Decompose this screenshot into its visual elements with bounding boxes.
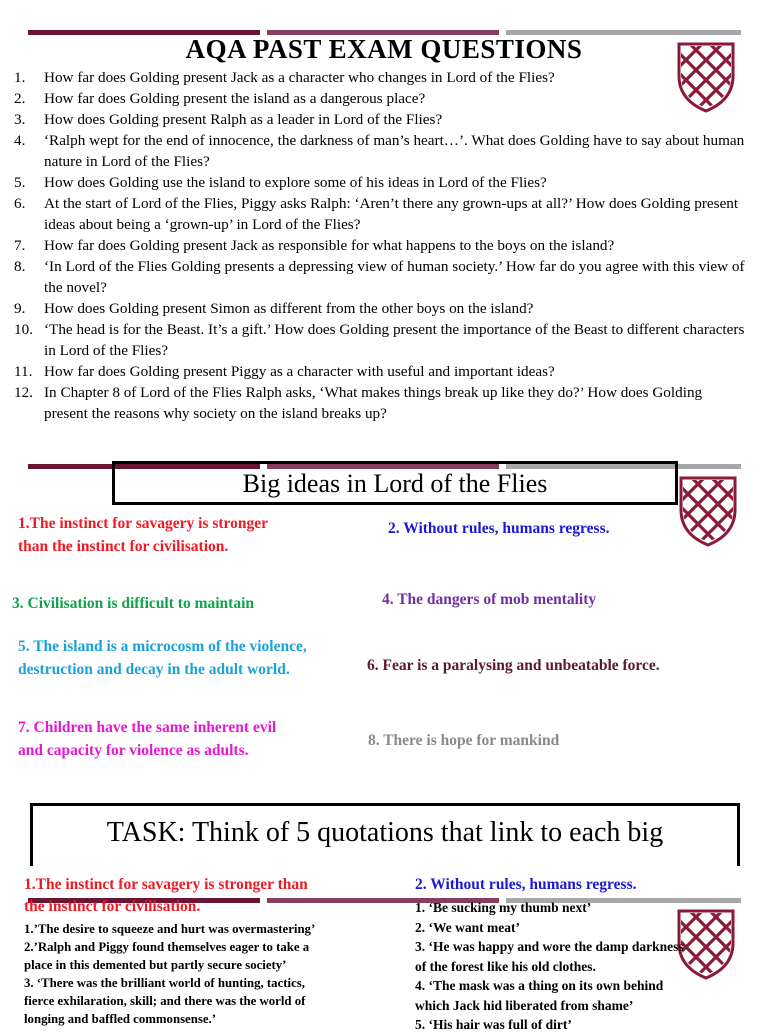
quotes-heading-1-line1: 1.The instinct for savagery is stronger than (24, 876, 308, 893)
quote-line: 1.’The desire to squeeze and hurt was overmastering’ (24, 922, 316, 936)
question-number: 9. (14, 300, 26, 317)
question-item (14, 361, 749, 382)
quote-line: 2. ‘We want meat’ (415, 919, 520, 935)
big-idea-5-line1: 5. The island is a microcosm of the violence, (18, 638, 307, 655)
quotes-heading-2: 2. Without rules, humans regress. (415, 876, 637, 893)
big-idea-7-line1: 7. Children have the same inherent evil (18, 719, 277, 736)
task-line-1: TASK: Think of 5 quotations that link to each big (106, 817, 664, 848)
big-idea-7 (18, 716, 276, 762)
question-item (14, 319, 749, 361)
question-text: How far does Golding present the island as a dangerous place? (44, 90, 426, 107)
question-text: How far does Golding present Jack as responsible for what happens to the boys on the island? (44, 237, 615, 254)
question-text: How does Golding present Simon as different from the other boys on the island? (44, 300, 534, 317)
question-text: How does Golding use the island to explore some of his ideas in Lord of the Flies? (44, 174, 547, 191)
quote-line: 5. ‘His hair was full of dirt’ (415, 1017, 572, 1032)
question-item (14, 172, 749, 193)
question-item (14, 109, 749, 130)
question-item (14, 235, 749, 256)
question-number: 12. (14, 384, 33, 401)
exam-questions-title: AQA PAST EXAM QUESTIONS (185, 34, 583, 64)
quote-line: 1. ‘Be sucking my thumb next’ (415, 900, 592, 915)
quote-line: which Jack hid liberated from shame’ (415, 997, 634, 1013)
big-idea-4: 4. The dangers of mob mentality (382, 591, 597, 608)
question-number: 11. (14, 363, 33, 380)
big-idea-5 (18, 635, 307, 681)
quotes-list-2 (415, 898, 745, 1035)
question-text: At the start of Lord of the Flies, Piggy asks Ralph: ‘Aren’t there any grown-ups at all?’ How does Golding present ideas about being a ‘grown-up’ in Lord of the Flies? (44, 195, 739, 233)
question-item (14, 256, 749, 298)
quote-line: 3. ‘He was happy and wore the damp darkness (415, 939, 684, 954)
big-idea-8: 8. There is hope for mankind (368, 732, 560, 749)
question-item (14, 67, 749, 88)
question-number: 6. (14, 195, 26, 212)
big-idea-1-line1: 1.The instinct for savagery is stronger (18, 515, 268, 532)
question-number: 8. (14, 258, 26, 275)
question-item (14, 193, 749, 235)
question-number: 2. (14, 90, 26, 107)
question-number: 5. (14, 174, 26, 191)
question-text: How does Golding present Ralph as a leader in Lord of the Flies? (44, 111, 443, 128)
question-text: ‘The head is for the Beast. It’s a gift.’ How does Golding present the importance of the Beast to different characters in Lord of the Flies? (44, 321, 745, 359)
question-number: 1. (14, 69, 26, 86)
question-item (14, 298, 749, 319)
big-idea-2: 2. Without rules, humans regress. (388, 520, 610, 537)
quotes-list-1 (24, 920, 384, 1028)
quotes-heading-1 (24, 874, 308, 918)
question-text: ‘In Lord of the Flies Golding presents a depressing view of human society.’ How far do you agree with this view of the novel? (44, 258, 745, 296)
quote-line: 4. ‘The mask was a thing on its own behind (415, 978, 664, 993)
big-idea-5-line2: destruction and decay in the adult world. (18, 661, 290, 678)
big-idea-7-line2: and capacity for violence as adults. (18, 742, 249, 759)
question-number: 7. (14, 237, 26, 254)
quote-line: place in this demented but partly secure society’ (24, 958, 287, 972)
big-ideas-title: Big ideas in Lord of the Flies (112, 461, 678, 505)
quote-line: 3. ‘There was the brilliant world of hunting, tactics, (24, 976, 305, 990)
big-idea-6: 6. Fear is a paralysing and unbeatable force. (367, 657, 660, 674)
big-idea-1-line2: than the instinct for civilisation. (18, 538, 229, 555)
question-text: ‘Ralph wept for the end of innocence, the darkness of man’s heart…’. What does Golding have to say about human nature in Lord of the Flies? (44, 132, 745, 170)
task-box (30, 803, 740, 869)
big-idea-1 (18, 512, 268, 558)
question-text: In Chapter 8 of Lord of the Flies Ralph asks, ‘What makes things break up like they do?’ How does Golding present the reasons why society on the island breaks up? (44, 384, 703, 422)
question-text: How far does Golding present Piggy as a character with useful and important ideas? (44, 363, 555, 380)
school-crest-icon (678, 474, 738, 546)
question-text: How far does Golding present Jack as a character who changes in Lord of the Flies? (44, 69, 555, 86)
question-number: 4. (14, 132, 26, 149)
quotes-heading-1-line2: the instinct for civilisation. (24, 898, 201, 915)
quote-line: 2.’Ralph and Piggy found themselves eager to take a (24, 940, 310, 954)
question-item (14, 88, 749, 109)
question-number: 10. (14, 321, 33, 338)
quote-line: fierce exhilaration, skill; and there was the world of (24, 994, 306, 1008)
question-number: 3. (14, 111, 26, 128)
big-idea-3: 3. Civilisation is difficult to maintain (12, 595, 254, 612)
quote-line: longing and baffled commonsense.’ (24, 1012, 216, 1026)
quotations-panel (0, 866, 768, 1032)
question-item (14, 382, 749, 424)
quote-line: of the forest like his old clothes. (415, 958, 596, 974)
question-item (14, 130, 749, 172)
exam-questions-list (14, 67, 749, 424)
